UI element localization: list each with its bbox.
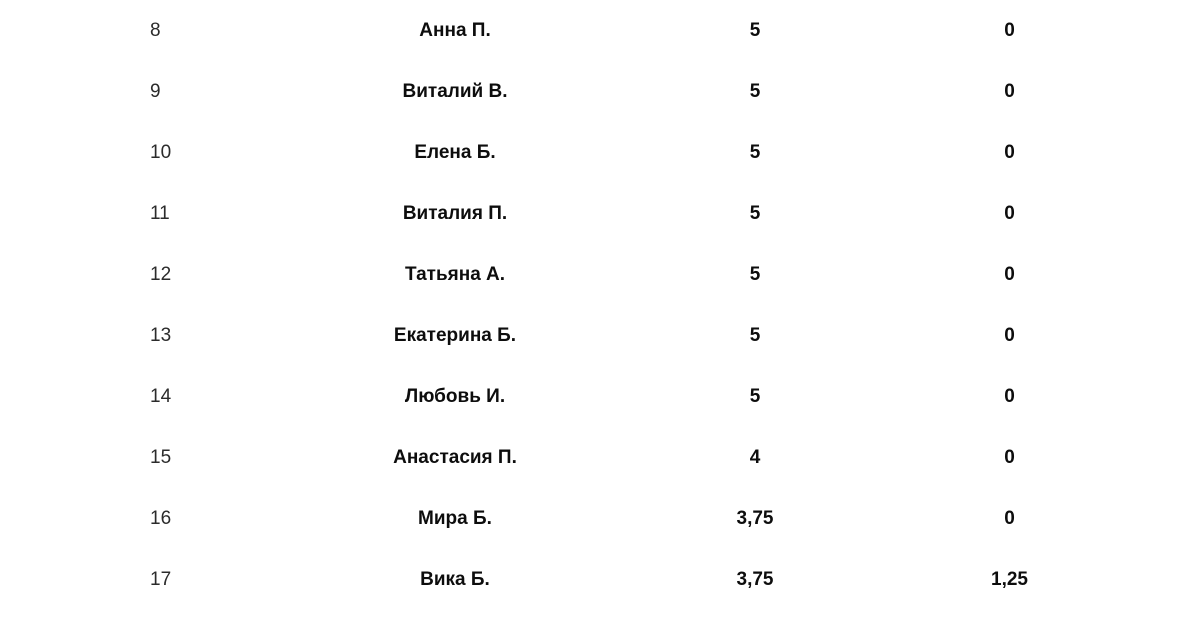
table-row — [0, 366, 1189, 427]
row-extra: 0 — [1004, 141, 1015, 163]
row-name: Любовь И. — [404, 385, 506, 407]
row-name: Анастасия П. — [393, 446, 517, 468]
row-extra: 0 — [1004, 80, 1015, 102]
table-row — [0, 61, 1189, 122]
row-extra: 0 — [1004, 385, 1015, 407]
table-row — [0, 488, 1189, 549]
row-score: 5 — [749, 324, 761, 346]
row-score: 5 — [749, 141, 761, 163]
row-score: 5 — [749, 263, 761, 285]
row-extra: 0 — [1004, 202, 1015, 224]
row-name: Виталий В. — [402, 80, 508, 102]
row-score: 5 — [749, 19, 761, 41]
row-rank: 11 — [150, 202, 170, 224]
table-row — [0, 549, 1189, 610]
row-extra: 0 — [1004, 324, 1015, 346]
row-name: Татьяна А. — [404, 263, 506, 285]
row-rank: 16 — [150, 507, 172, 529]
row-rank: 13 — [150, 324, 172, 346]
row-score: 3,75 — [736, 507, 774, 529]
row-extra: 0 — [1004, 263, 1015, 285]
row-score: 5 — [749, 385, 761, 407]
table-row — [0, 122, 1189, 183]
row-rank: 12 — [150, 263, 172, 285]
row-score: 5 — [749, 80, 761, 102]
row-name: Вика Б. — [420, 568, 490, 590]
table-row — [0, 183, 1189, 244]
row-extra: 0 — [1004, 446, 1015, 468]
row-score: 5 — [749, 202, 761, 224]
row-rank: 14 — [150, 385, 172, 407]
row-name: Елена Б. — [414, 141, 496, 163]
row-name: Мира Б. — [418, 507, 492, 529]
row-name: Виталия П. — [402, 202, 508, 224]
row-score: 4 — [749, 446, 761, 468]
table-row — [0, 427, 1189, 488]
row-rank: 17 — [150, 568, 172, 590]
row-rank: 15 — [150, 446, 172, 468]
row-rank: 9 — [150, 80, 161, 102]
row-extra: 0 — [1004, 19, 1015, 41]
table-row — [0, 0, 1189, 61]
row-name: Анна П. — [419, 19, 491, 41]
row-rank: 10 — [150, 141, 172, 163]
table-row — [0, 305, 1189, 366]
row-extra: 1,25 — [991, 568, 1028, 590]
table-row — [0, 244, 1189, 305]
row-rank: 8 — [150, 19, 161, 41]
row-score: 3,75 — [736, 568, 774, 590]
row-name: Екатерина Б. — [393, 324, 517, 346]
row-extra: 0 — [1004, 507, 1015, 529]
